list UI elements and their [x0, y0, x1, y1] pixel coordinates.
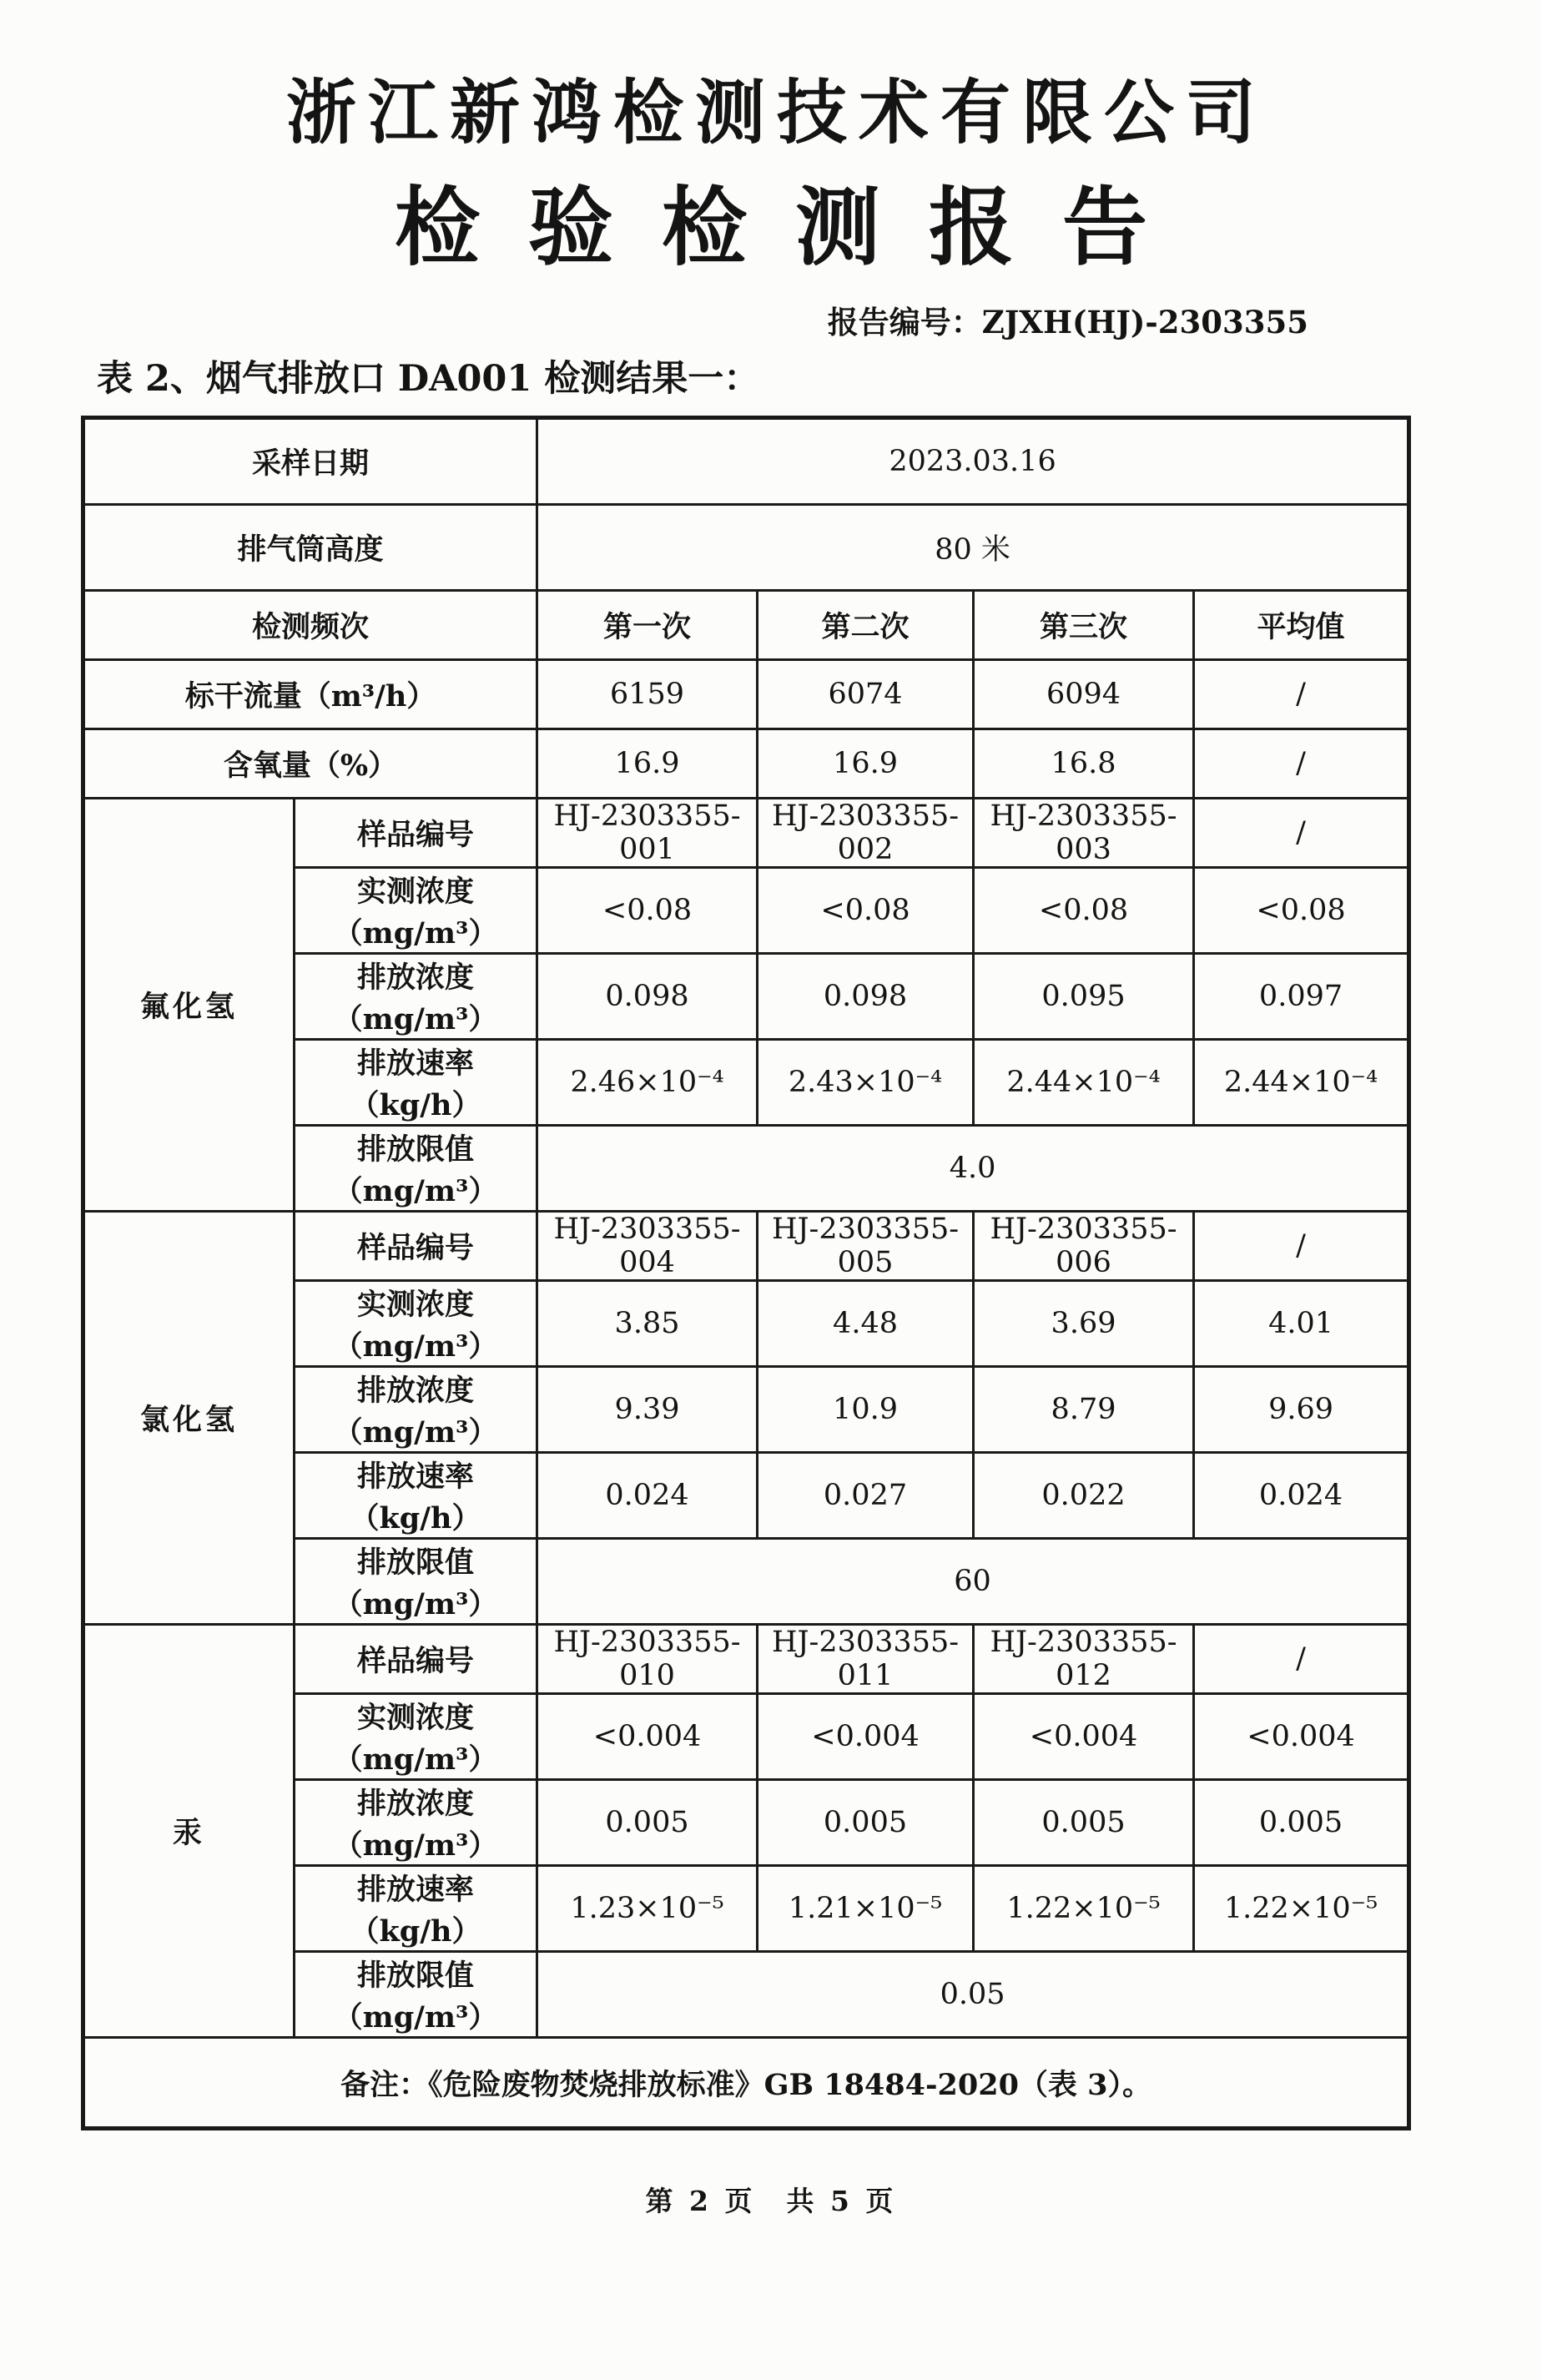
param-label-emission-conc: 排放浓度（mg/m³）	[295, 954, 537, 1040]
param-label-emission-conc: 排放浓度（mg/m³）	[295, 1780, 537, 1866]
hf-limit-value: 4.0	[537, 1126, 1409, 1212]
hcl-measured-3: 3.69	[974, 1281, 1194, 1367]
hg-rate-1: 1.23×10⁻⁵	[537, 1866, 758, 1952]
note-text: 备注：《危险废物焚烧排放标准》GB 18484-2020（表 3）。	[83, 2038, 1409, 2129]
param-label-emission-rate: 排放速率（kg/h）	[295, 1453, 537, 1539]
hcl-measured-2: 4.48	[758, 1281, 974, 1367]
frequency-2: 第二次	[758, 591, 974, 660]
param-label-measured: 实测浓度（mg/m³）	[295, 1281, 537, 1367]
report-number-value: ZJXH(HJ)-2303355	[981, 304, 1308, 340]
sampling-date-value: 2023.03.16	[537, 418, 1409, 505]
frequency-3: 第三次	[974, 591, 1194, 660]
hf-sample-3: HJ-2303355-003	[974, 799, 1194, 868]
flow-avg: /	[1194, 660, 1409, 729]
oxygen-3: 16.8	[974, 729, 1194, 799]
hg-measured-1: <0.004	[537, 1694, 758, 1780]
hg-sample-1: HJ-2303355-010	[537, 1625, 758, 1694]
param-label-limit: 排放限值（mg/m³）	[295, 1952, 537, 2038]
hf-measured-2: <0.08	[758, 868, 974, 954]
param-label-limit: 排放限值（mg/m³）	[295, 1126, 537, 1212]
hf-conc-3: 0.095	[974, 954, 1194, 1040]
row-sampling-date	[83, 418, 1409, 505]
hf-sample-2: HJ-2303355-002	[758, 799, 974, 868]
hf-measured-avg: <0.08	[1194, 868, 1409, 954]
hg-conc-avg: 0.005	[1194, 1780, 1409, 1866]
chemical-name-hf: 氟化氢	[83, 799, 295, 1212]
hf-sample-avg: /	[1194, 799, 1409, 868]
hcl-rate-2: 0.027	[758, 1453, 974, 1539]
hf-conc-2: 0.098	[758, 954, 974, 1040]
flow-label: 标干流量（m³/h）	[83, 660, 537, 729]
hg-rate-avg: 1.22×10⁻⁵	[1194, 1866, 1409, 1952]
hg-limit-value: 0.05	[537, 1952, 1409, 2038]
hf-rate-avg: 2.44×10⁻⁴	[1194, 1040, 1409, 1126]
flow-2: 6074	[758, 660, 974, 729]
hcl-conc-1: 9.39	[537, 1367, 758, 1453]
stack-height-value: 80 米	[537, 505, 1409, 591]
hg-conc-2: 0.005	[758, 1780, 974, 1866]
oxygen-avg: /	[1194, 729, 1409, 799]
results-table	[81, 416, 1411, 2130]
hg-sample-avg: /	[1194, 1625, 1409, 1694]
hcl-measured-avg: 4.01	[1194, 1281, 1409, 1367]
hcl-rate-1: 0.024	[537, 1453, 758, 1539]
sampling-date-label: 采样日期	[83, 418, 537, 505]
page-footer: 第 2 页 共 5 页	[645, 2185, 897, 2217]
param-label-sample-no: 样品编号	[295, 799, 537, 868]
param-label-emission-conc: 排放浓度（mg/m³）	[295, 1367, 537, 1453]
hcl-measured-1: 3.85	[537, 1281, 758, 1367]
param-label-emission-rate: 排放速率（kg/h）	[295, 1866, 537, 1952]
hg-measured-2: <0.004	[758, 1694, 974, 1780]
param-label-sample-no: 样品编号	[295, 1212, 537, 1281]
table-caption: 表 2、烟气排放口 DA001 检测结果一：	[97, 358, 760, 400]
hf-rate-2: 2.43×10⁻⁴	[758, 1040, 974, 1126]
oxygen-label: 含氧量（%）	[83, 729, 537, 799]
row-oxygen	[83, 729, 1409, 799]
chemical-name-hcl: 氯化氢	[83, 1212, 295, 1625]
param-label-measured: 实测浓度（mg/m³）	[295, 1694, 537, 1780]
oxygen-2: 16.9	[758, 729, 974, 799]
param-label-emission-rate: 排放速率（kg/h）	[295, 1040, 537, 1126]
hf-sample-1: HJ-2303355-001	[537, 799, 758, 868]
row-stack-height	[83, 505, 1409, 591]
company-name: 浙江新鸿检测技术有限公司	[285, 71, 1267, 154]
hg-sample-2: HJ-2303355-011	[758, 1625, 974, 1694]
flow-3: 6094	[974, 660, 1194, 729]
hcl-sample-3: HJ-2303355-006	[974, 1212, 1194, 1281]
param-label-limit: 排放限值（mg/m³）	[295, 1539, 537, 1625]
hg-measured-3: <0.004	[974, 1694, 1194, 1780]
section-hf-sample-no	[83, 799, 1409, 868]
frequency-label: 检测频次	[83, 591, 537, 660]
param-label-sample-no: 样品编号	[295, 1625, 537, 1694]
chemical-name-hg: 汞	[83, 1625, 295, 2038]
hcl-rate-avg: 0.024	[1194, 1453, 1409, 1539]
hg-rate-3: 1.22×10⁻⁵	[974, 1866, 1194, 1952]
hcl-sample-2: HJ-2303355-005	[758, 1212, 974, 1281]
hf-measured-3: <0.08	[974, 868, 1194, 954]
hcl-conc-3: 8.79	[974, 1367, 1194, 1453]
hf-rate-3: 2.44×10⁻⁴	[974, 1040, 1194, 1126]
hg-conc-1: 0.005	[537, 1780, 758, 1866]
param-label-measured: 实测浓度（mg/m³）	[295, 868, 537, 954]
hcl-sample-1: HJ-2303355-004	[537, 1212, 758, 1281]
hg-rate-2: 1.21×10⁻⁵	[758, 1866, 974, 1952]
report-number-label: 报告编号：	[827, 304, 982, 340]
hcl-rate-3: 0.022	[974, 1453, 1194, 1539]
flow-1: 6159	[537, 660, 758, 729]
row-flow	[83, 660, 1409, 729]
report-number	[828, 297, 1308, 342]
hg-sample-3: HJ-2303355-012	[974, 1625, 1194, 1694]
frequency-avg: 平均值	[1194, 591, 1409, 660]
hcl-conc-2: 10.9	[758, 1367, 974, 1453]
hf-conc-1: 0.098	[537, 954, 758, 1040]
hf-rate-1: 2.46×10⁻⁴	[537, 1040, 758, 1126]
frequency-1: 第一次	[537, 591, 758, 660]
hcl-limit-value: 60	[537, 1539, 1409, 1625]
stack-height-label: 排气筒高度	[83, 505, 537, 591]
hcl-sample-avg: /	[1194, 1212, 1409, 1281]
hf-conc-avg: 0.097	[1194, 954, 1409, 1040]
row-frequency	[83, 591, 1409, 660]
hf-measured-1: <0.08	[537, 868, 758, 954]
hcl-conc-avg: 9.69	[1194, 1367, 1409, 1453]
hg-measured-avg: <0.004	[1194, 1694, 1409, 1780]
report-title: 检验检测报告	[395, 178, 1196, 278]
section-hcl-sample-no	[83, 1212, 1409, 1281]
row-note	[83, 2038, 1409, 2129]
section-hg-sample-no	[83, 1625, 1409, 1694]
oxygen-1: 16.9	[537, 729, 758, 799]
hg-conc-3: 0.005	[974, 1780, 1194, 1866]
